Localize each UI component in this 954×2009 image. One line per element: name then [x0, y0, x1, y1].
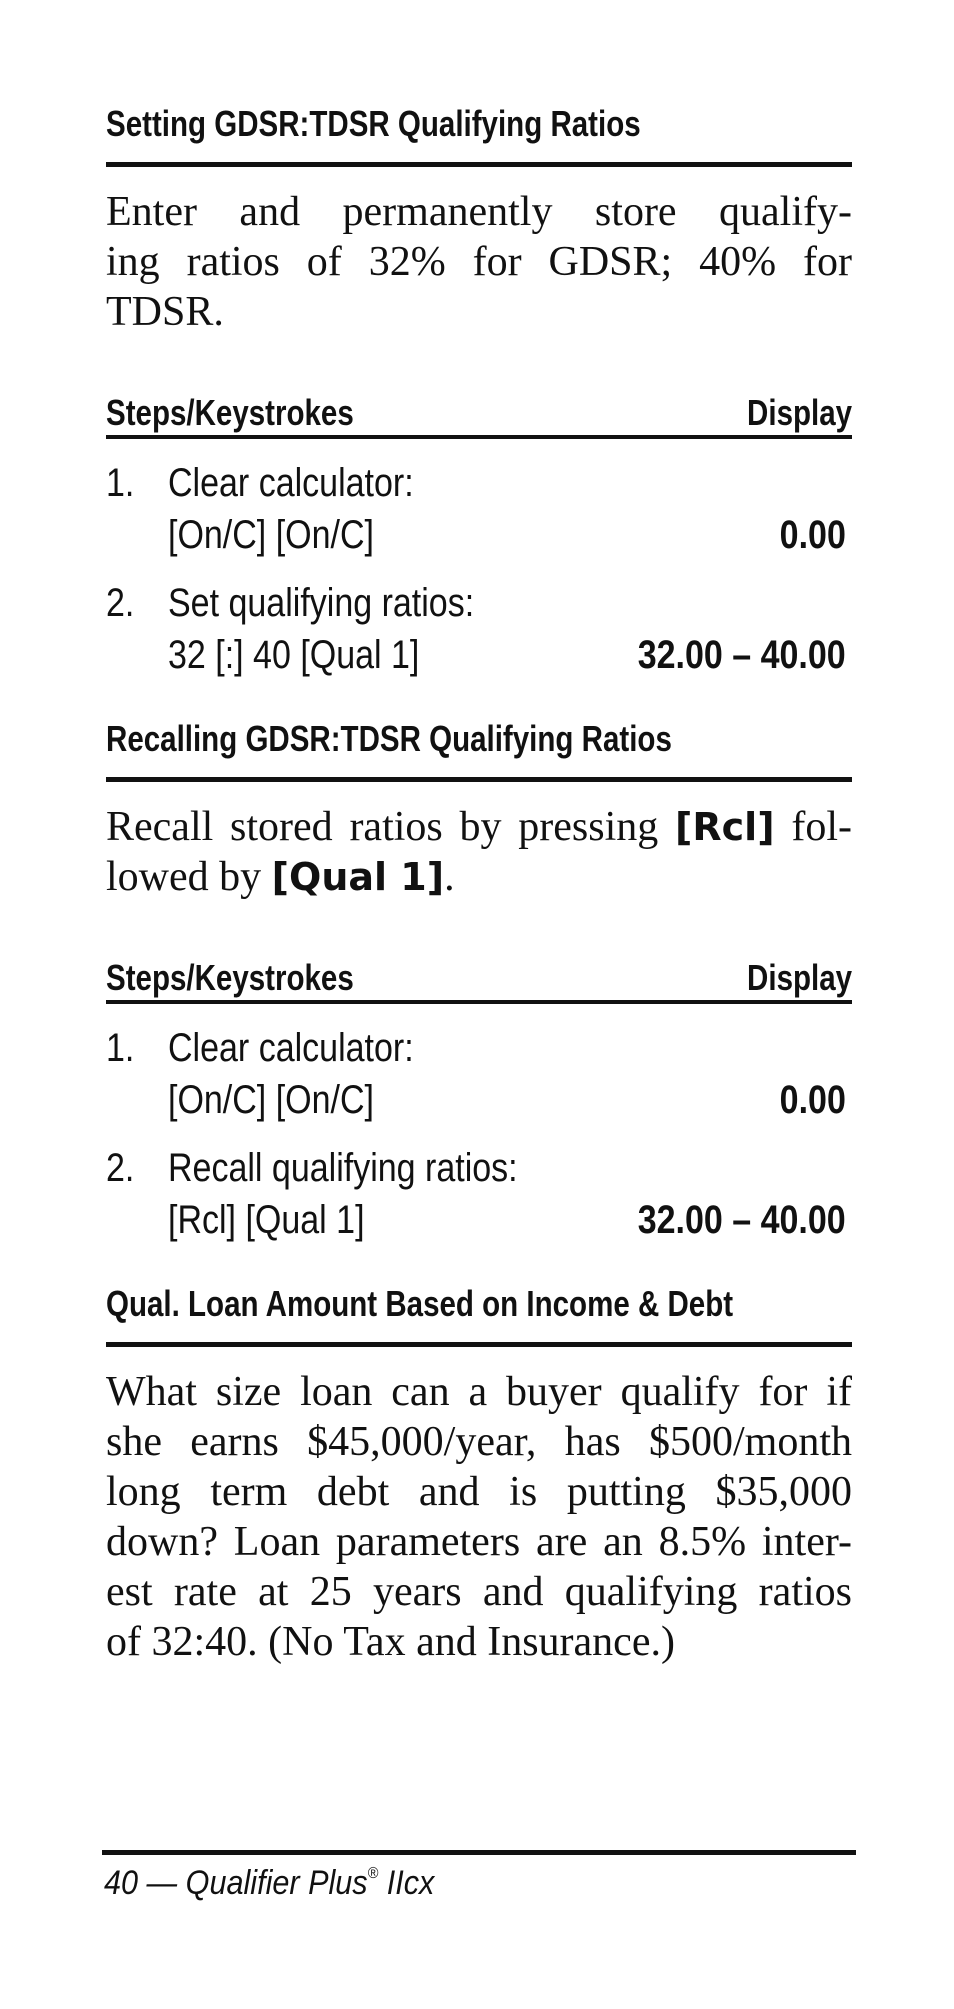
step-row: 2. Recall qualifying ratios: [Rcl] [Qual 1] 32.00 – 40.00	[106, 1142, 852, 1252]
display-value: 0.00	[779, 1078, 846, 1122]
steps-table-header	[106, 957, 852, 1000]
section-intro-paragraph: Enter and permanently store qualify- ing ratios of 32% for GDSR; 40% for TDSR.	[106, 189, 852, 335]
keystrokes: [On/C] [On/C]	[168, 1078, 374, 1122]
page-footer	[104, 1864, 434, 1903]
section-intro-paragraph: Recall stored ratios by pressing [Rcl] fol- lowed by [Qual 1].	[106, 804, 852, 900]
display-value: 32.00 – 40.00	[638, 633, 846, 677]
page-number-label: 40 — Qualifier Plus	[104, 1864, 368, 1902]
section-heading-qual-loan-amount: Qual. Loan Amount Based on Income & Debt	[106, 1283, 734, 1324]
display-column-header: Display	[746, 957, 852, 998]
keystrokes: [Rcl] [Qual 1]	[168, 1198, 365, 1242]
steps-table-header	[106, 392, 852, 435]
display-column-header: Display	[746, 392, 852, 433]
steps-column-header: Steps/Keystrokes	[106, 957, 354, 998]
registered-mark: ®	[367, 1865, 379, 1882]
keystrokes: 32 [:] 40 [Qual 1]	[168, 633, 420, 677]
step-row: 1. Clear calculator: [On/C] [On/C] 0.00	[106, 1022, 852, 1132]
display-value: 32.00 – 40.00	[638, 1198, 846, 1242]
steps-column-header: Steps/Keystrokes	[106, 392, 354, 433]
model-name: IIcx	[378, 1864, 435, 1902]
example-problem-paragraph: What size loan can a buyer qualify for if she earns $45,000/year, has $500/month long term debt and is putting $35,000 down? Loan parameters are an 8.5% inter- est rate at 25 years and qualifying ratios of 32:40. (No Tax and Insurance.)	[106, 1369, 852, 1665]
step-row: 2. Set qualifying ratios: 32 [:] 40 [Qual 1] 32.00 – 40.00	[106, 577, 852, 687]
manual-page	[106, 0, 852, 1667]
keystrokes: [On/C] [On/C]	[168, 513, 374, 557]
qual1-key-label: [Qual 1]	[271, 855, 445, 899]
section-heading-setting-ratios: Setting GDSR:TDSR Qualifying Ratios	[106, 103, 641, 144]
section-heading-recalling-ratios: Recalling GDSR:TDSR Qualifying Ratios	[106, 718, 672, 759]
footer-rule	[102, 1850, 856, 1855]
display-value: 0.00	[779, 513, 846, 557]
step-row: 1. Clear calculator: [On/C] [On/C] 0.00	[106, 457, 852, 567]
rcl-key-label: [Rcl]	[675, 805, 775, 849]
